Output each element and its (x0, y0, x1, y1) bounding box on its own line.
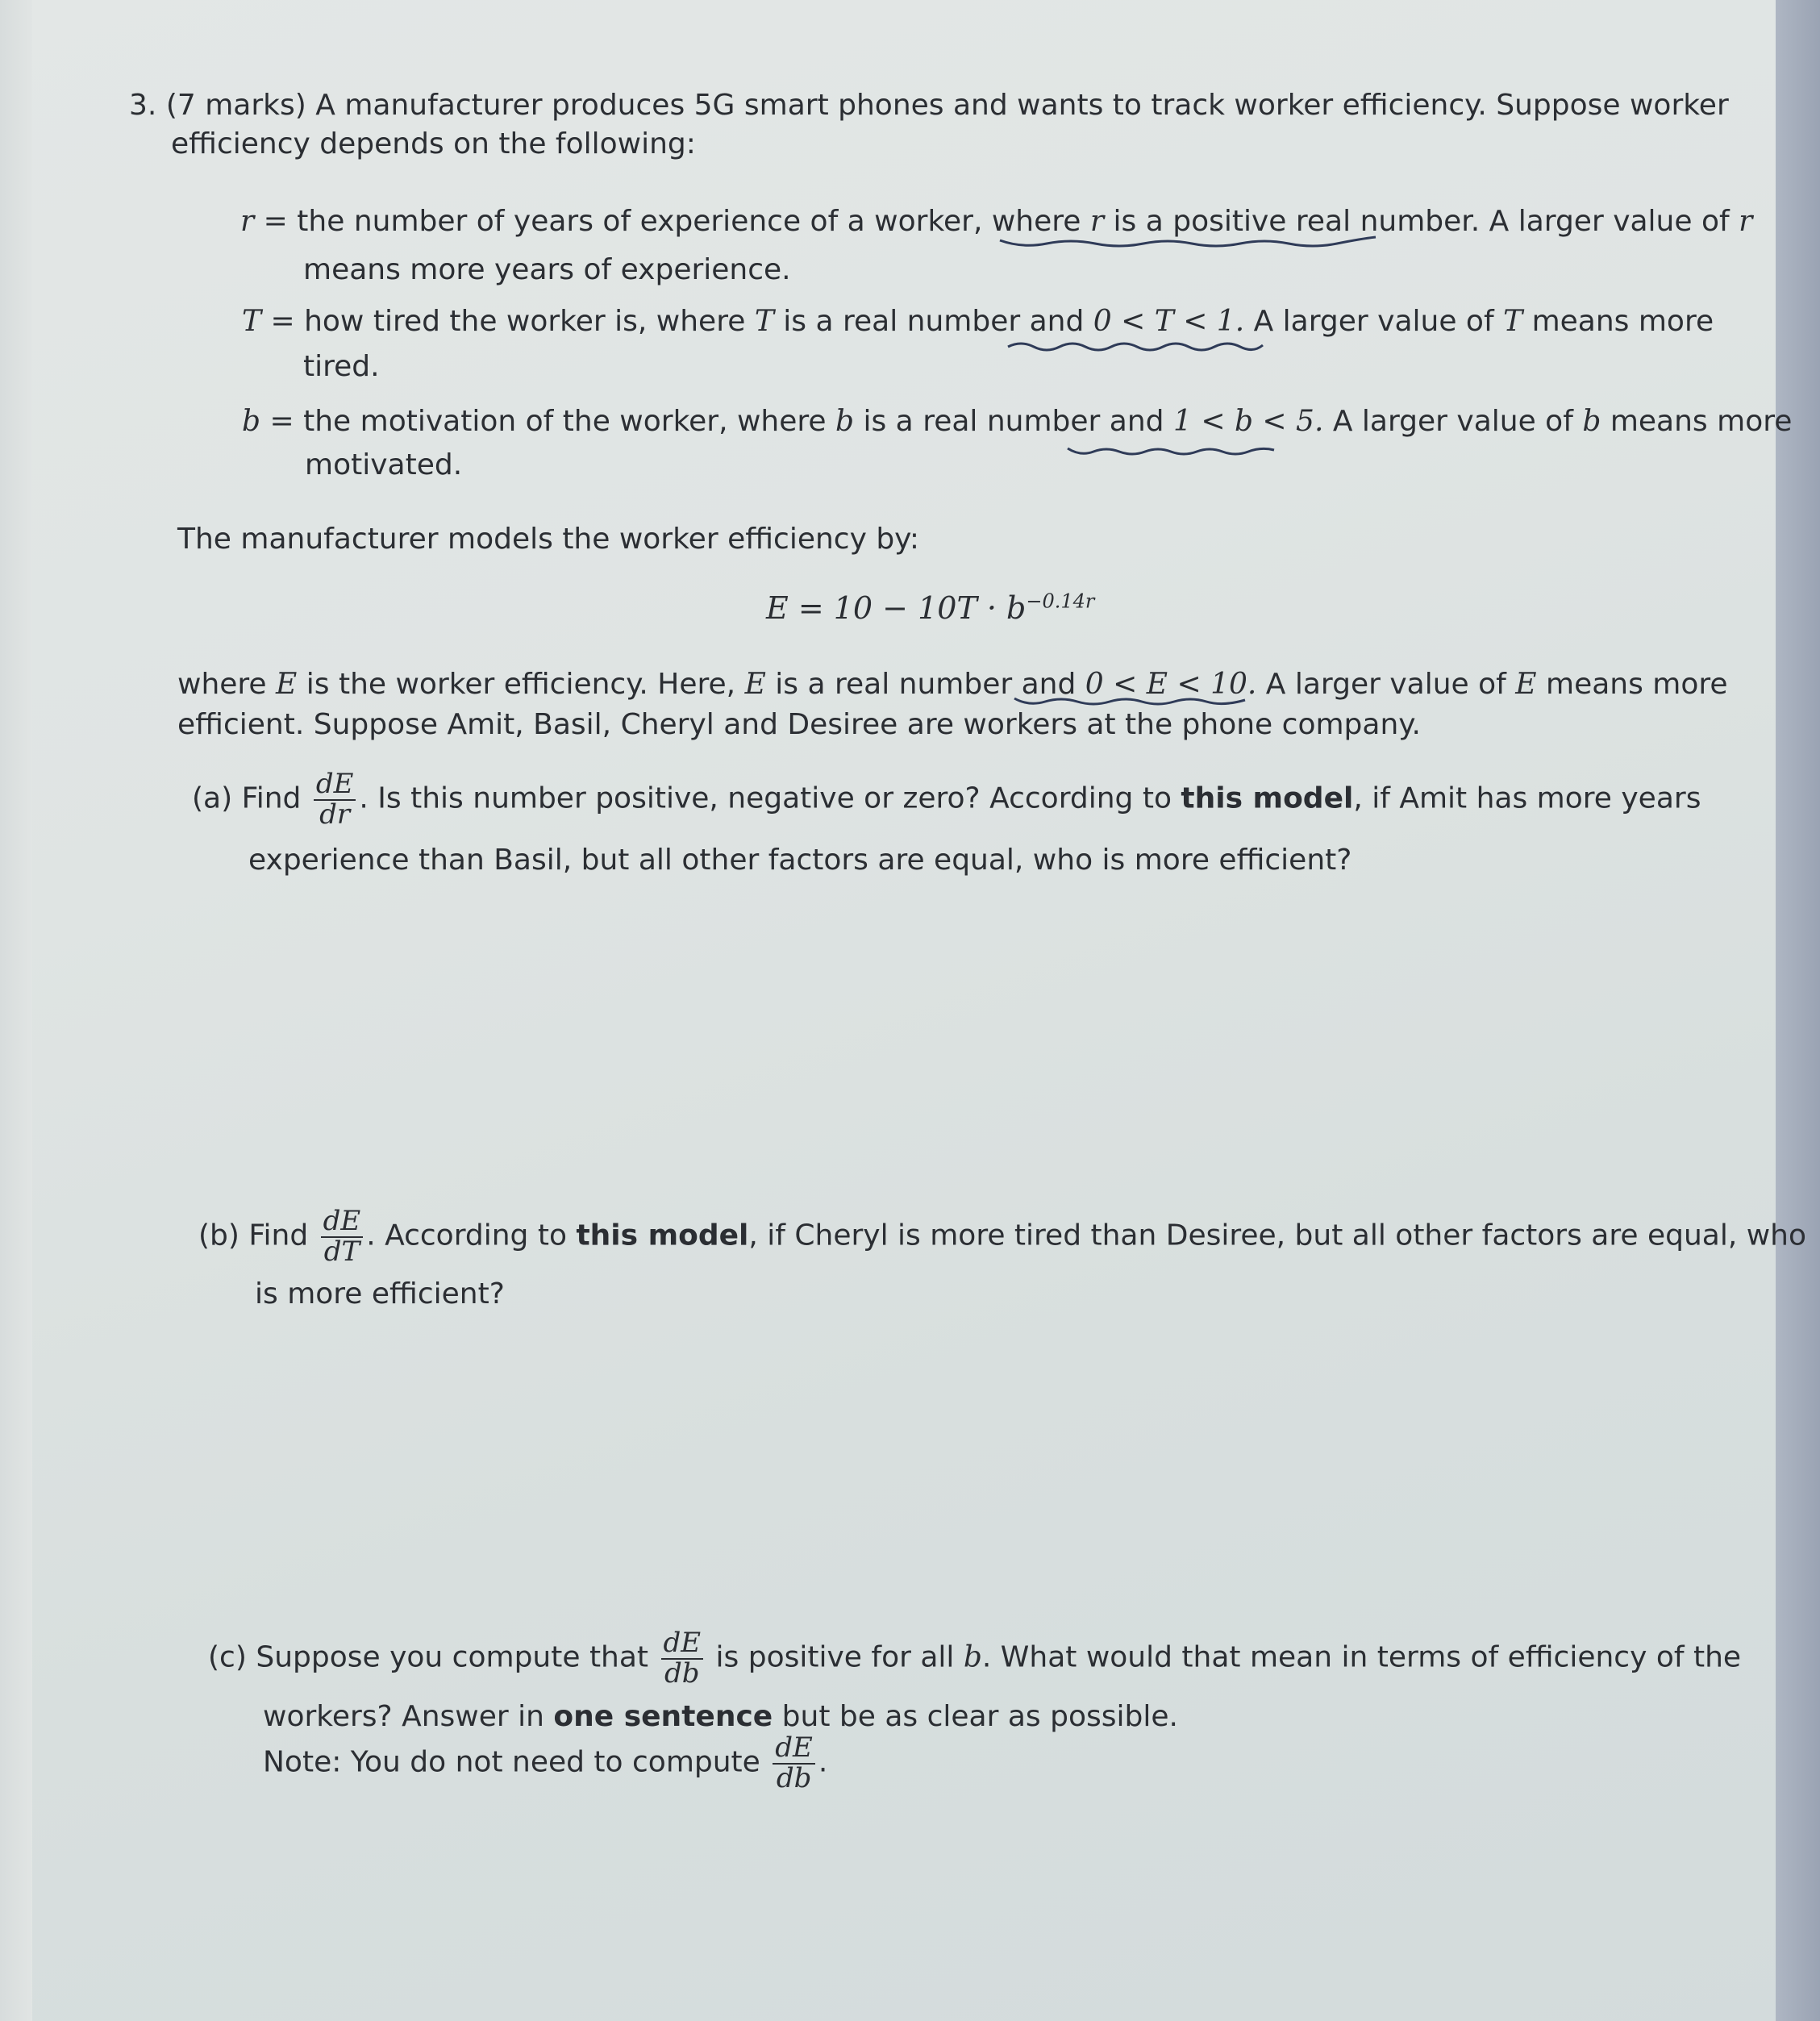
where-range: 0 < E < 10. (1085, 668, 1257, 701)
handwritten-underline-T (1006, 339, 1264, 356)
part-c-line2-b: but be as clear as possible. (781, 1700, 1178, 1733)
question-intro: A manufacturer produces 5G smart phones and wants to track worker efficiency. Suppose worker (315, 89, 1729, 122)
part-b-line2: is more efficient? (255, 1277, 505, 1311)
definition-b-rest: A larger value of (1332, 405, 1573, 438)
where-a: where (177, 668, 267, 701)
handwritten-underline-b (1066, 442, 1276, 460)
handwritten-underline-E (1013, 694, 1247, 711)
model-equation (766, 589, 1094, 628)
part-a-bold: this model (1181, 781, 1354, 815)
part-b-fraction (321, 1207, 364, 1266)
definition-T-line1 (242, 303, 1714, 341)
where-c: is a real number and (775, 668, 1077, 701)
part-c-text3: . What would that mean in terms of efficiency of the (981, 1640, 1742, 1674)
definition-r-line2: means more years of experience. (303, 253, 791, 286)
part-b-text2: , if Cheryl is more tired than Desiree, but all other factors are equal, who (748, 1219, 1807, 1252)
part-c-frac-num: dE (663, 1627, 702, 1659)
where-e: means more (1546, 668, 1728, 701)
definition-T-eq: = (270, 305, 295, 338)
definition-b-math: b (835, 405, 855, 438)
part-c-line1 (208, 1629, 1741, 1688)
part-a-label: (a) (192, 781, 233, 815)
part-c-text2: is positive for all (715, 1640, 955, 1674)
part-a-line2: experience than Basil, but all other factors are equal, who is more efficient? (248, 844, 1352, 877)
definition-T-end: means more (1531, 305, 1714, 338)
where-d: A larger value of (1265, 668, 1506, 701)
definition-r-rest: is a positive real number. A larger value of (1113, 205, 1730, 238)
part-a-fraction (314, 770, 356, 829)
part-c-note-frac-num: dE (775, 1731, 813, 1764)
definition-T-symbol: T (242, 305, 262, 338)
part-c-fraction (661, 1629, 704, 1688)
definition-r-line1 (240, 203, 1752, 241)
part-a-find: Find (241, 781, 302, 815)
definition-T-math: T (754, 305, 774, 338)
where-E2: E (744, 668, 766, 701)
definition-b-symbol: b (242, 405, 261, 438)
part-c-note-frac-den: db (773, 1763, 815, 1794)
part-c-line2-bold: one sentence (553, 1700, 773, 1733)
part-a-text1: . Is this number positive, negative or zero? According to (359, 781, 1172, 815)
part-c-frac-den: db (661, 1658, 704, 1689)
definition-T-text: how tired the worker is, where (304, 305, 746, 338)
question-number: 3. (129, 89, 157, 122)
part-a-text2: , if Amit has more years (1353, 781, 1701, 815)
part-b-text1: . According to (366, 1219, 567, 1252)
handwritten-underline-r (998, 234, 1377, 252)
part-b-frac-den: dT (321, 1236, 364, 1267)
where-E1: E (276, 668, 298, 701)
part-c-line2 (263, 1698, 1178, 1736)
model-equation-main: E = 10 − 10T · b (766, 590, 1027, 626)
part-a-frac-num: dE (315, 768, 354, 800)
where-E3: E (1515, 668, 1537, 701)
question-header-line2: efficiency depends on the following: (171, 127, 696, 160)
part-c-note (263, 1731, 828, 1794)
definition-r-symbol: r (240, 205, 255, 238)
part-b-find: Find (248, 1219, 309, 1252)
question-marks: (7 marks) (165, 89, 306, 122)
definition-r-math: r (1089, 205, 1105, 238)
model-where-line1 (177, 666, 1728, 704)
definition-T-mid: is a real number and (783, 305, 1085, 338)
definition-b-mid: is a real number and (863, 405, 1164, 438)
definition-T-line2: tired. (303, 350, 380, 383)
definition-b-math2: b (1582, 405, 1601, 438)
part-a-frac-den: dr (314, 799, 356, 830)
model-equation-exponent: −0.14r (1026, 590, 1095, 613)
part-a-line1 (192, 770, 1701, 829)
definition-T-rest: A larger value of (1253, 305, 1494, 338)
part-c-line2-a: workers? Answer in (263, 1700, 544, 1733)
part-b-bold: this model (576, 1219, 749, 1252)
part-c-note-fraction (773, 1731, 815, 1794)
definition-r-end: r (1739, 205, 1753, 238)
definition-b-eq: = (269, 405, 294, 438)
where-b: is the worker efficiency. Here, (306, 668, 736, 701)
part-b-label: (b) (198, 1219, 239, 1252)
part-c-label: (c) (208, 1640, 247, 1674)
definition-b-text: the motivation of the worker, where (303, 405, 827, 438)
definition-r-eq: = (263, 205, 288, 238)
part-c-text1: Suppose you compute that (256, 1640, 649, 1674)
part-c-note-text: Note: You do not need to compute (263, 1745, 760, 1779)
part-c-var: b (963, 1640, 982, 1674)
definition-T-math2: T (1503, 305, 1523, 338)
definition-b-range: 1 < b < 5. (1172, 405, 1324, 438)
definition-T-range: 0 < T < 1. (1093, 305, 1245, 338)
part-b-frac-num: dE (323, 1205, 361, 1237)
definition-b-line2: motivated. (305, 448, 463, 481)
part-c-note-end: . (818, 1745, 828, 1779)
model-where-line2: efficient. Suppose Amit, Basil, Cheryl and Desiree are workers at the phone company. (177, 708, 1421, 741)
definition-b-line1 (242, 403, 1792, 441)
definition-r-text: the number of years of experience of a worker, where (297, 205, 1081, 238)
question-header-line1 (129, 87, 1729, 125)
part-b-line1 (198, 1207, 1806, 1266)
model-intro: The manufacturer models the worker efficiency by: (177, 523, 919, 556)
definition-b-end: means more (1610, 405, 1793, 438)
